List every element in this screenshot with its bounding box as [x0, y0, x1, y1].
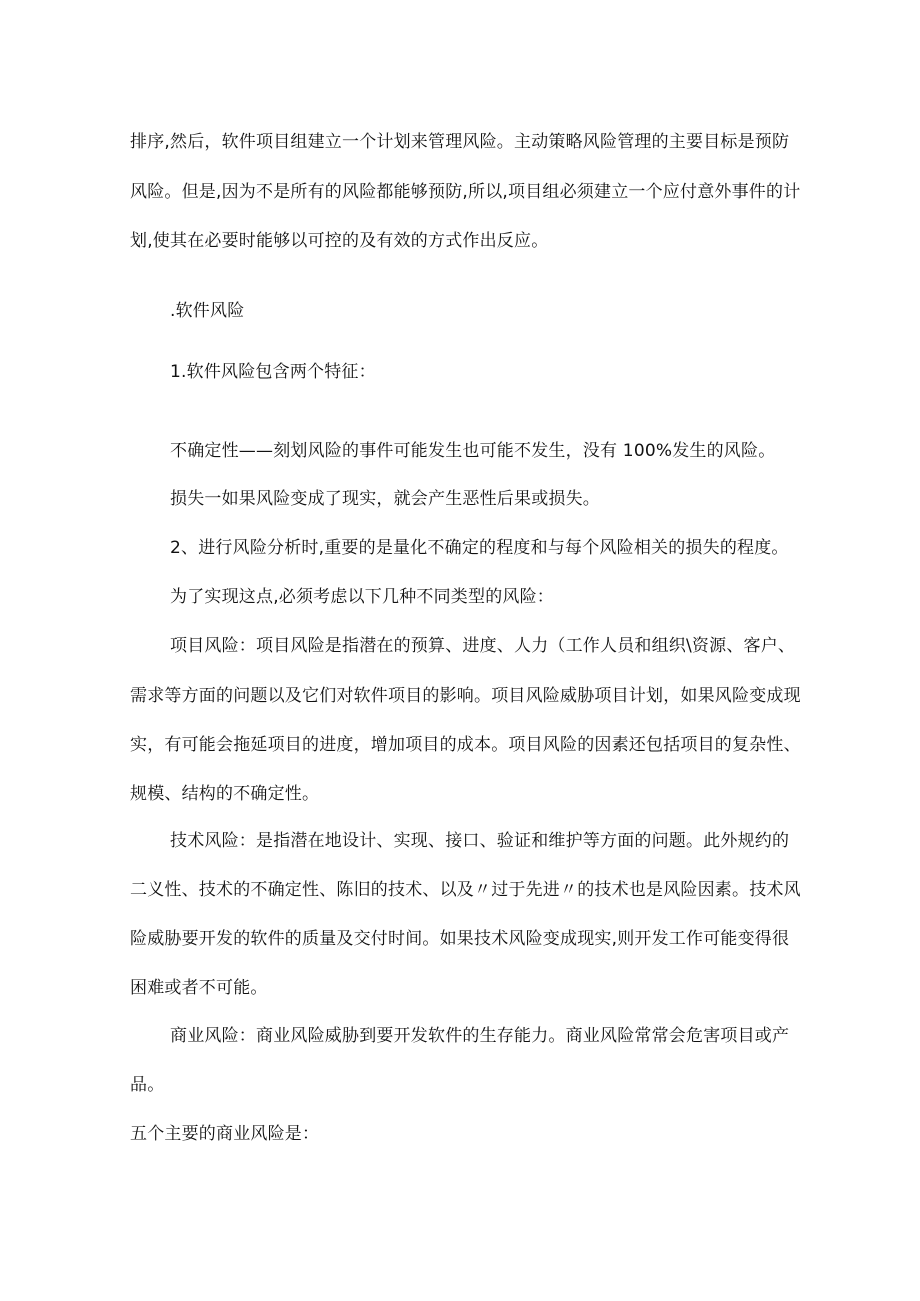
- project-risk-line: 项目风险：项目风险是指潜在的预算、进度、人力（工作人员和组织\资源、客户、: [170, 636, 796, 656]
- paragraph-line: 划,使其在必要时能够以可控的及有效的方式作出反应。: [130, 231, 549, 251]
- project-risk-line: 需求等方面的问题以及它们对软件项目的影响。项目风险威胁项目计划，如果风险变成现: [130, 686, 801, 706]
- tech-risk-line: 技术风险：是指潜在地设计、实现、接口、验证和维护等方面的问题。此外规约的: [170, 831, 790, 851]
- business-risk-line: 商业风险：商业风险威胁到要开发软件的生存能力。商业风险常常会危害项目或产: [170, 1026, 790, 1046]
- list-item-1: 1.软件风险包含两个特征：: [170, 362, 376, 382]
- loss-line: 损失一如果风险变成了现实，就会产生恶性后果或损失。: [170, 489, 600, 509]
- tech-risk-line: 二义性、技术的不确定性、陈旧的技术、以及〃过于先进〃的技术也是风险因素。技术风: [130, 880, 801, 900]
- five-risks-line: 五个主要的商业风险是：: [130, 1124, 320, 1144]
- paragraph-line: 排序,然后，软件项目组建立一个计划来管理风险。主动策略风险管理的主要目标是预防: [130, 132, 790, 152]
- project-risk-line: 实，有可能会拖延项目的进度，增加项目的成本。项目风险的因素还包括项目的复杂性、: [130, 735, 801, 755]
- tech-risk-line: 险威胁要开发的软件的质量及交付时间。如果技术风险变成现实,则开发工作可能变得很: [130, 929, 790, 949]
- paragraph-line: 风险。但是,因为不是所有的风险都能够预防,所以,项目组必须建立一个应付意外事件的计: [130, 182, 801, 202]
- list-item-2: 2、进行风险分析时,重要的是量化不确定的程度和与每个风险相关的损失的程度。: [170, 538, 789, 558]
- intro-line: 为了实现这点,必须考虑以下几种不同类型的风险：: [170, 587, 555, 607]
- business-risk-line: 品。: [130, 1075, 165, 1095]
- uncertainty-line: 不确定性——刻划风险的事件可能发生也可能不发生，没有 100%发生的风险。: [170, 441, 776, 461]
- section-heading: .软件风险: [170, 301, 245, 321]
- project-risk-line: 规模、结构的不确定性。: [130, 784, 320, 804]
- tech-risk-line: 困难或者不可能。: [130, 978, 268, 998]
